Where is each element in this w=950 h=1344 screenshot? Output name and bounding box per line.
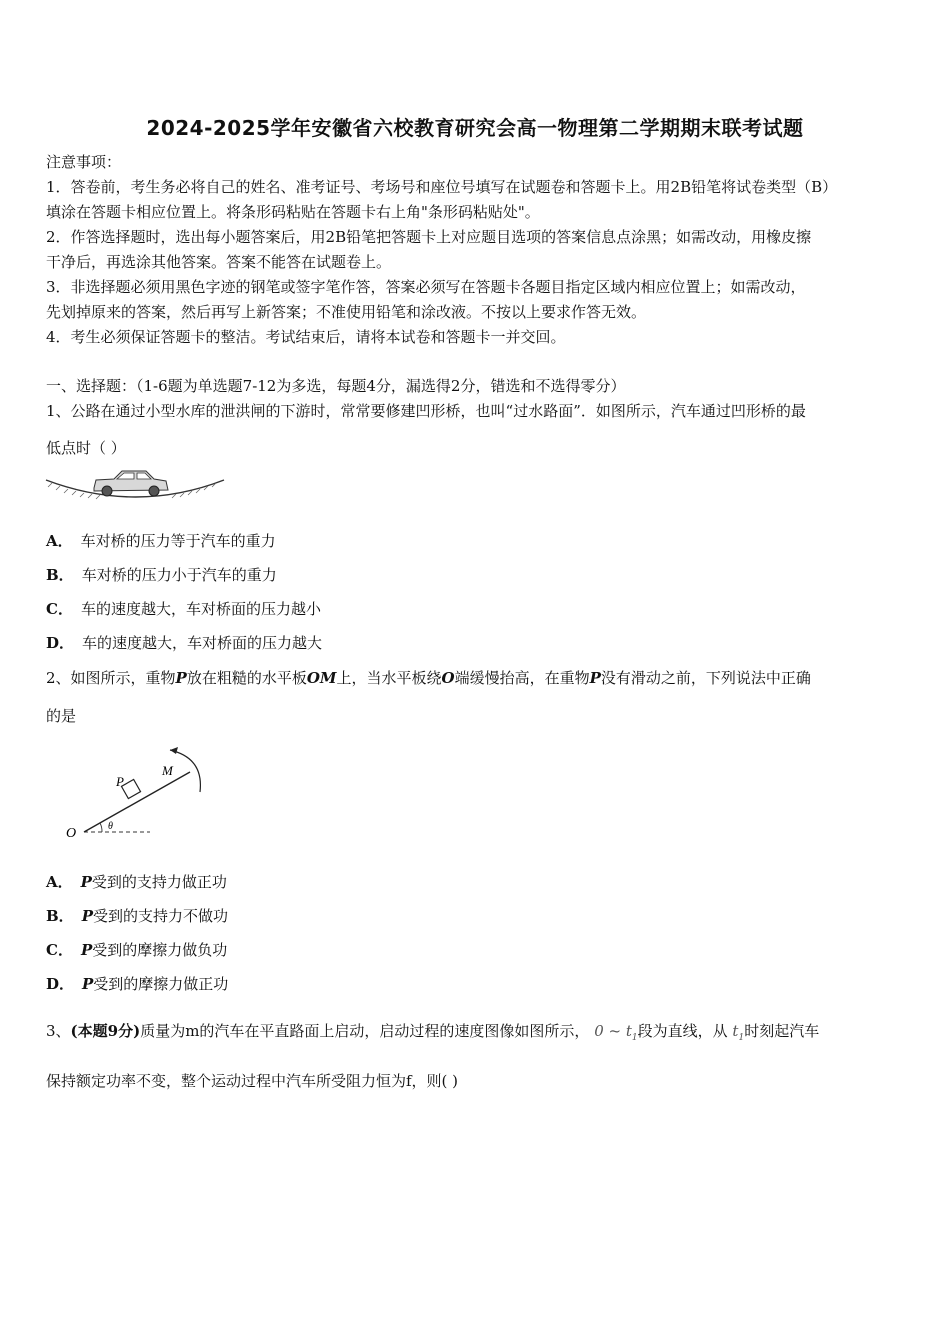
q3-stem-line2: 保持额定功率不变，整个运动过程中汽车所受阻力恒为f，则( ) xyxy=(46,1072,459,1090)
q1-option-d[interactable]: D． 车的速度越大，车对桥面的压力越大 xyxy=(46,634,323,652)
notice-line: 2．作答选择题时，选出每小题答案后，用2B铅笔把答题卡上对应题目选项的答案信息点涂黑；如需改动，用橡皮擦 xyxy=(46,228,812,246)
notice-line: 4．考生必须保证答题卡的整洁。考试结束后，请将本试卷和答题卡一并交回。 xyxy=(46,328,566,346)
label-p: P xyxy=(116,774,124,789)
concave-bridge-figure xyxy=(44,466,228,506)
q1-stem-line2: 低点时（ ） xyxy=(46,439,126,457)
q1-option-a[interactable]: A． 车对桥的压力等于汽车的重力 xyxy=(46,532,276,550)
page-title: 2024-2025学年安徽省六校教育研究会高一物理第二学期期末联考试题 xyxy=(146,116,804,140)
block-p-icon xyxy=(121,779,140,798)
math-t1: $t_1$ xyxy=(732,1022,745,1043)
notice-line: 先划掉原来的答案，然后再写上新答案；不准使用铅笔和涂改液。不按以上要求作答无效。 xyxy=(46,303,647,321)
q2-stem-line2: 的是 xyxy=(46,707,77,725)
notice-line: 1．答卷前，考生务必将自己的姓名、准考证号、考场号和座位号填写在试题卷和答题卡上。用2B铅笔将试卷类型（B） xyxy=(46,178,838,196)
notice-heading: 注意事项： xyxy=(46,153,122,171)
q2-option-b[interactable]: B． P受到的支持力不做功 xyxy=(46,907,228,925)
notice-line: 干净后，再选涂其他答案。答案不能答在试题卷上。 xyxy=(46,253,392,271)
q2-stem-line1: 2、如图所示，重物P放在粗糙的水平板OM上，当水平板绕O端缓慢抬高，在重物P没有滑动之前，下列说法中正确 xyxy=(46,669,811,687)
rotation-arrow-icon xyxy=(170,750,200,792)
q1-stem-line1: 1、公路在通过小型水库的泄洪闸的下游时，常常要修建凹形桥，也叫“过水路面”．如图所示，汽车通过凹形桥的最 xyxy=(46,402,806,420)
math-interval: 0 ~ $t_1$ xyxy=(594,1022,638,1043)
section-heading: 一、选择题：（1-6题为单选题7-12为多选，每题4分，漏选得2分，错选和不选得零分） xyxy=(46,377,626,395)
label-o: O xyxy=(66,826,77,841)
notice-line: 3．非选择题必须用黑色字迹的钢笔或签字笔作答，答案必须写在答题卡各题目指定区域内相应位置上；如需改动， xyxy=(46,278,806,296)
q1-option-b[interactable]: B． 车对桥的压力小于汽车的重力 xyxy=(46,566,277,584)
q2-option-c[interactable]: C． P受到的摩擦力做负功 xyxy=(46,941,228,959)
q1-option-c[interactable]: C． 车的速度越大，车对桥面的压力越小 xyxy=(46,600,321,618)
q2-option-d[interactable]: D． P受到的摩擦力做正功 xyxy=(46,975,229,993)
label-theta: θ xyxy=(108,821,113,832)
q2-option-a[interactable]: A． P受到的支持力做正功 xyxy=(46,873,227,891)
label-m: M xyxy=(162,763,173,778)
car-icon xyxy=(94,471,168,496)
incline-board-figure xyxy=(62,744,222,844)
q3-stem-line1: 3、(本题9分)质量为m的汽车在平直路面上启动，启动过程的速度图像如图所示， 0 ~ $t_1$段为直线，从 $t_1$时刻起汽车 xyxy=(46,1022,820,1043)
notice-line: 填涂在答题卡相应位置上。将条形码粘贴在答题卡右上角"条形码粘贴处"。 xyxy=(46,203,540,221)
